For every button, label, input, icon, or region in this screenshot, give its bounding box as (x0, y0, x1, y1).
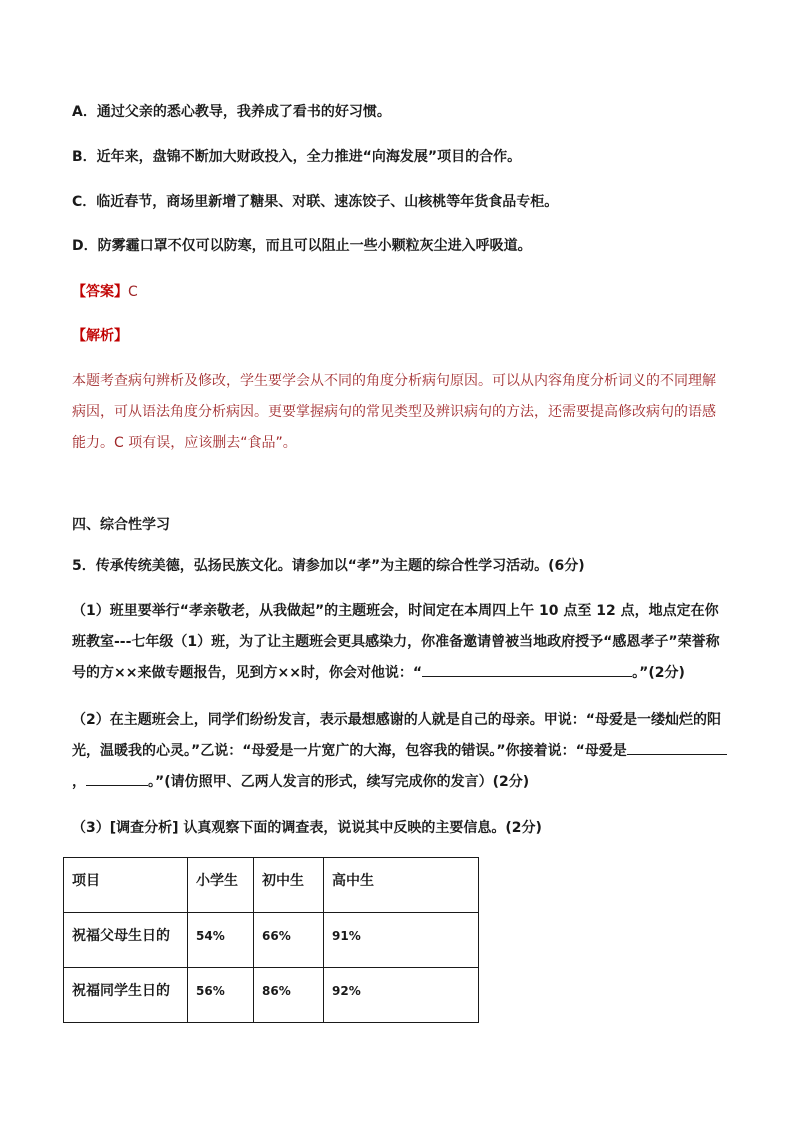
answer-value: C (128, 284, 138, 300)
part1-text: （1）班里要举行“孝亲敬老，从我做起”的主题班会，时间定在本周四上午 10 点至 12 点，地点定在你班教室---七年级（1）班，为了让主题班会更具感染力，你准备邀请曾被当地政府授予“感恩孝子”荣誉称号的方××来做专题报告，见到方××时，你会对他说：“ (72, 603, 720, 681)
section-title: 四、综合性学习 (72, 517, 170, 533)
part1-end: 。”(2分) (632, 665, 685, 681)
table-row (64, 913, 479, 968)
table-header-row (64, 858, 479, 913)
survey-table (63, 857, 479, 1023)
part2-answer-blank-2[interactable] (86, 769, 148, 786)
answer-line (72, 282, 138, 302)
part1-answer-blank[interactable] (422, 660, 632, 677)
table-header-cell: 小学生 (188, 858, 254, 913)
part2-sep: ， (72, 774, 86, 790)
table-row (64, 968, 479, 1023)
table-cell: 祝福同学生日的 (64, 968, 188, 1023)
option-a: A．通过父亲的悉心教导，我养成了看书的好习惯。 (72, 104, 391, 120)
part2-answer-blank-1[interactable] (627, 738, 727, 755)
table-header-cell: 项目 (64, 858, 188, 913)
question5-part2 (72, 705, 732, 798)
table-cell: 祝福父母生日的 (64, 913, 188, 968)
table-cell: 92% (324, 968, 479, 1023)
table-cell: 86% (254, 968, 324, 1023)
analysis-text: 本题考查病句辨析及修改，学生要学会从不同的角度分析病句原因。可以从内容角度分析词义的不同理解病因，可从语法角度分析病因。更要掌握病句的常见类型及辨识病句的方法，还需要提高修改病句的语感能力。C 项有误，应该删去“食品”。 (72, 373, 716, 451)
part2-text: （2）在主题班会上，同学们纷纷发言，表示最想感谢的人就是自己的母亲。甲说：“母爱是一缕灿烂的阳光，温暖我的心灵。”乙说：“母爱是一片宽广的大海，包容我的错误。”你接着说：“母爱是 (72, 712, 721, 759)
table-cell: 54% (188, 913, 254, 968)
question5-stem: 5．传承传统美德，弘扬民族文化。请参加以“孝”为主题的综合性学习活动。(6分) (72, 558, 585, 574)
table-cell: 66% (254, 913, 324, 968)
table-header-cell: 初中生 (254, 858, 324, 913)
table-header-cell: 高中生 (324, 858, 479, 913)
answer-label: 【答案】 (72, 284, 128, 300)
question5-part1 (72, 596, 732, 689)
part2-end: 。”(请仿照甲、乙两人发言的形式，续写完成你的发言）(2分) (148, 774, 530, 790)
option-d: D．防雾霾口罩不仅可以防寒，而且可以阻止一些小颗粒灰尘进入呼吸道。 (72, 238, 532, 254)
question5-part3: （3）[调查分析] 认真观察下面的调查表，说说其中反映的主要信息。(2分) (72, 820, 542, 836)
table-cell: 56% (188, 968, 254, 1023)
option-c: C．临近春节，商场里新增了糖果、对联、速冻饺子、山核桃等年货食品专柜。 (72, 194, 559, 210)
option-b: B．近年来，盘锦不断加大财政投入，全力推进“向海发展”项目的合作。 (72, 149, 522, 165)
analysis-label: 【解析】 (72, 328, 128, 344)
table-cell: 91% (324, 913, 479, 968)
